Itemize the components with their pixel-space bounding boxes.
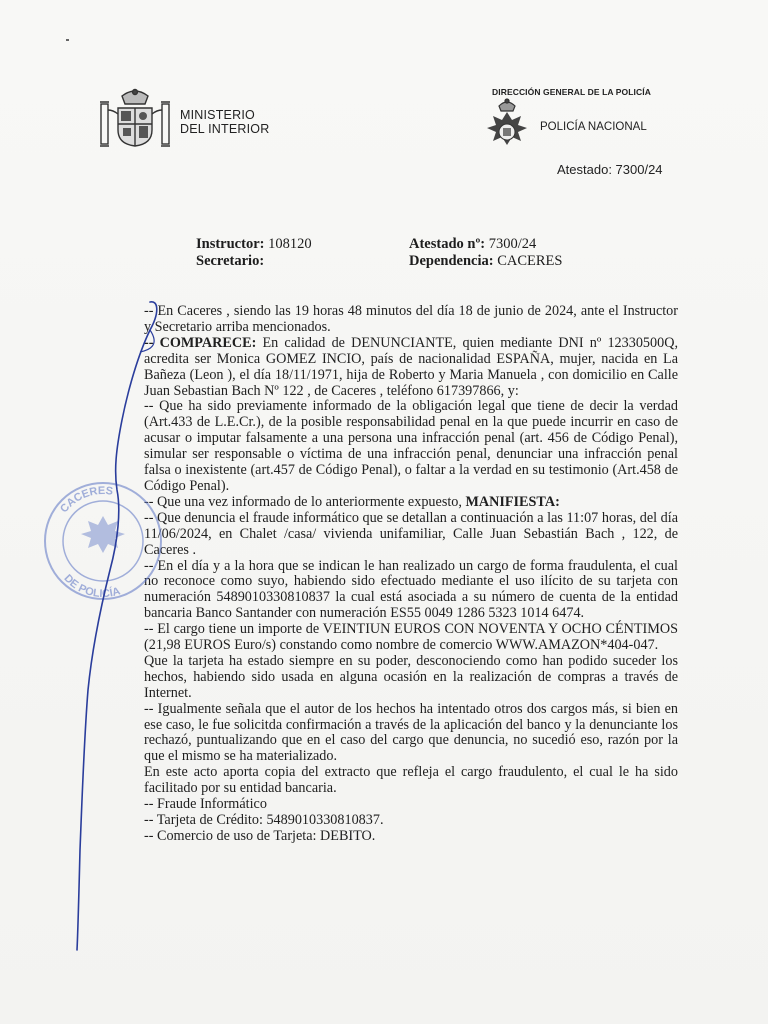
paragraph-comparece [144,336,678,400]
police-stamp-icon [38,476,168,606]
instructor-value: 108120 [264,236,312,252]
atestado-reference: Atestado: 7300/24 [557,162,663,177]
police-directorate: DIRECCIÓN GENERAL DE LA POLICÍA [492,87,651,97]
paragraph-opening: -- En Caceres , siendo las 19 horas 48 minutos del día 18 de junio de 2024, ante el Instructor y Secretario arriba mencionados. [144,303,678,335]
officer-info [196,236,312,270]
ministry-line-2: DEL INTERIOR [180,122,270,136]
paragraph-card-usage: -- Comercio de uso de Tarjeta: DEBITO. [144,827,376,844]
ministry-line-1: MINISTERIO [180,108,255,122]
police-badge-icon [482,98,532,154]
comparece-label: -- COMPARECE: [144,334,257,351]
stamp-text-bottom: DE POLICÍA [61,572,122,601]
paragraph-manifiesta [144,495,678,511]
paragraph-card-possession: Que la tarjeta ha estado siempre en su poder, desconociendo como han podido suceder los hechos, habiendo sido usada en alguna ocasión en la realización de compras a través de Internet. [144,652,678,701]
svg-text:DE POLICÍA [61,572,121,600]
paragraph-legal-warning: -- Que ha sido previamente informado de la obligación legal que tiene de decir la verdad (Art.433 de L.E.Cr.), de la posible responsabilidad penal en la que puede incurrir en caso de acusar o imputar falsamente a una persona una infracción penal (art. 456 de Código Penal), simular ser responsable o víctima de una infracción penal, denunciar una infracción penal falsa o inexistente (art.457 de Código Penal), o faltar a la verdad en su testimonio (Art.458 de Código Penal). [144,398,678,494]
paragraph-complaint: -- Que denuncia el fraude informático que se detallan a continuación a las 11:07 horas, del día 11/06/2024, en Chalet /casa/ vivienda unifamiliar, Calle Juan Sebastián Bach , 122, de Caceres . [144,509,678,558]
secretario-label: Secretario: [196,253,265,269]
paragraph-charge: -- En el día y a la hora que se indican le han realizado un cargo de forma fraudulenta, el cual no reconoce como suyo, habiendo sido efectuado mediante el uso ilícito de su tarjeta con numeración 5489010330810837 la cual está asociada a su número de cuenta de la entidad bancaria Banco Santander con numeración ES55 0049 1286 5323 1014 6474. [144,557,678,622]
paragraph-other-attempts: -- Igualmente señala que el autor de los hechos ha intentado otros dos cargos más, si bien en ese caso, le fue solicitda confirmación a través de la aplicación del banco y la denunciante los rechazó, puntualizando que en el caso del cargo que denuncia, no sucedió eso, razón por la que el mismo se ha materializado. [144,700,678,765]
scan-speck [66,39,69,41]
police-name: POLICÍA NACIONAL [540,121,647,133]
paragraph-evidence: En este acto aporta copia del extracto que refleja el cargo fraudulento, el cual le ha sido facilitado por su entidad bancaria. [144,764,678,797]
dependencia-label: Dependencia: [409,253,494,269]
ministry-name [180,108,269,136]
stamp-text-top: CACERES [58,484,114,516]
paragraph-amount: -- El cargo tiene un importe de VEINTIUN EUROS CON NOVENTA Y OCHO CÉNTIMOS (21,98 EUROS Euro/s) constando como nombre de comercio WWW.AMAZON*404-047. [144,621,678,654]
paragraph-crime-type: -- Fraude Informático [144,796,267,813]
atestado-value: 7300/24 [485,236,537,252]
statement-body [144,304,678,845]
atestado-label: Atestado nº: [409,236,486,252]
svg-text:CACERES [58,485,114,515]
dependencia-value: CACERES [493,253,563,269]
manifiesta-text: -- Que una vez informado de lo anteriormente expuesto, [144,493,466,510]
manifiesta-label: MANIFIESTA: [465,493,560,510]
comparece-text: En calidad de DENUNCIANTE, quien mediante DNI nº 12330500Q, acredita ser Monica GOMEZ INCIO, país de nacionalidad ESPAÑA, mujer, nacida en La Bañeza (Leon ), el día 18/11/1971, hija de Roberto y Maria Manuela , con domicilio en Calle Juan Sebastian Bach Nº 122 , de Caceres , teléfono 617397866, y: [144,334,679,399]
paragraph-card-number: -- Tarjeta de Crédito: 5489010330810837. [144,812,384,828]
case-info [409,236,562,270]
spain-coat-of-arms-icon [98,86,172,154]
instructor-label: Instructor: [196,236,265,252]
